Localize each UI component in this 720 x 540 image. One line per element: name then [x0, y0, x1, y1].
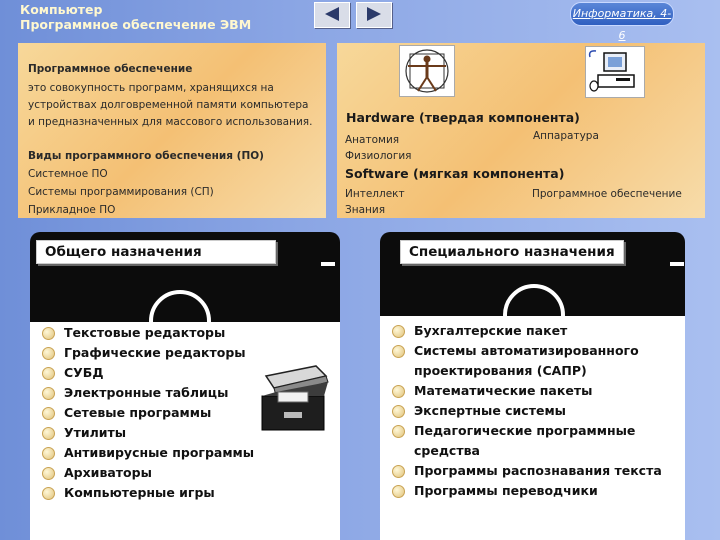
computer-icon — [585, 46, 645, 98]
list-item: проектирования (САПР) — [414, 363, 587, 378]
bullet-icon — [42, 347, 55, 360]
bullet-icon — [392, 345, 405, 358]
bullet-icon — [42, 367, 55, 380]
bullet-icon — [392, 325, 405, 338]
list-item: Электронные таблицы — [42, 383, 254, 403]
software-side-label: Программное обеспечение — [532, 188, 682, 200]
software-item: Знания — [345, 204, 386, 216]
special-purpose-disk — [380, 232, 685, 540]
hardware-side-label: Аппаратура — [533, 130, 599, 142]
bullet-icon — [42, 487, 55, 500]
types-item: Системы программирования (СП) — [28, 186, 214, 198]
triangle-left-icon — [323, 6, 341, 22]
software-item: Интеллект — [345, 188, 405, 200]
list-item: средства — [414, 443, 480, 458]
bullet-icon — [42, 467, 55, 480]
bullet-icon — [392, 485, 405, 498]
bullet-icon — [42, 447, 55, 460]
bullet-icon — [392, 385, 405, 398]
bullet-icon — [392, 425, 405, 438]
list-item: СУБД — [42, 363, 254, 383]
definition-line: устройствах долговременной памяти компьютера — [28, 99, 309, 111]
bullet-icon — [392, 465, 405, 478]
list-item: Системы автоматизированного — [392, 341, 662, 361]
header-subtitle: Программное обеспечение ЭВМ — [20, 17, 252, 32]
hardware-software-panel — [337, 43, 705, 218]
definition-line: и предназначенных для массового использования. — [28, 116, 313, 128]
definition-title: Программное обеспечение — [28, 63, 193, 75]
card-box-icon — [254, 362, 334, 442]
list-item: Сетевые программы — [42, 403, 254, 423]
list-item: Архиваторы — [42, 463, 254, 483]
software-title: Software (мягкая компонента) — [345, 166, 565, 181]
prev-slide-button[interactable] — [314, 2, 350, 28]
info-link-button[interactable]: Информатика, 4-6 — [570, 2, 674, 26]
special-list — [392, 321, 662, 501]
disk-notch — [670, 262, 684, 266]
list-item: Антивирусные программы — [42, 443, 254, 463]
definition-line: это совокупность программ, хранящихся на — [28, 82, 274, 94]
vitruvian-man-icon — [399, 45, 455, 97]
bullet-icon — [392, 405, 405, 418]
types-item: Прикладное ПО — [28, 204, 116, 216]
triangle-right-icon — [365, 6, 383, 22]
definition-panel — [18, 43, 326, 218]
hardware-item: Анатомия — [345, 134, 400, 146]
types-item: Системное ПО — [28, 168, 108, 180]
header-title: Компьютер — [20, 2, 103, 17]
disk-notch — [321, 262, 335, 266]
list-item: Утилиты — [42, 423, 254, 443]
list-item: Программы распознавания текста — [392, 461, 662, 481]
general-purpose-title: Общего назначения — [36, 240, 276, 264]
list-item: Педагогические программные — [392, 421, 662, 441]
bullet-icon — [42, 387, 55, 400]
list-item: Экспертные системы — [392, 401, 662, 421]
bullet-icon — [42, 407, 55, 420]
bullet-icon — [42, 327, 55, 340]
list-item: Бухгалтерские пакет — [392, 321, 662, 341]
general-purpose-disk — [30, 232, 340, 540]
bullet-icon — [42, 427, 55, 440]
list-item: Программы переводчики — [392, 481, 662, 501]
list-item: Графические редакторы — [42, 343, 254, 363]
general-list — [42, 323, 254, 503]
list-item: Текстовые редакторы — [42, 323, 254, 343]
hardware-item: Физиология — [345, 150, 412, 162]
list-item: Математические пакеты — [392, 381, 662, 401]
next-slide-button[interactable] — [356, 2, 392, 28]
types-title: Виды программного обеспечения (ПО) — [28, 150, 264, 162]
special-purpose-title: Специального назначения — [400, 240, 624, 264]
list-item: Компьютерные игры — [42, 483, 254, 503]
hardware-title: Hardware (твердая компонента) — [346, 110, 580, 125]
